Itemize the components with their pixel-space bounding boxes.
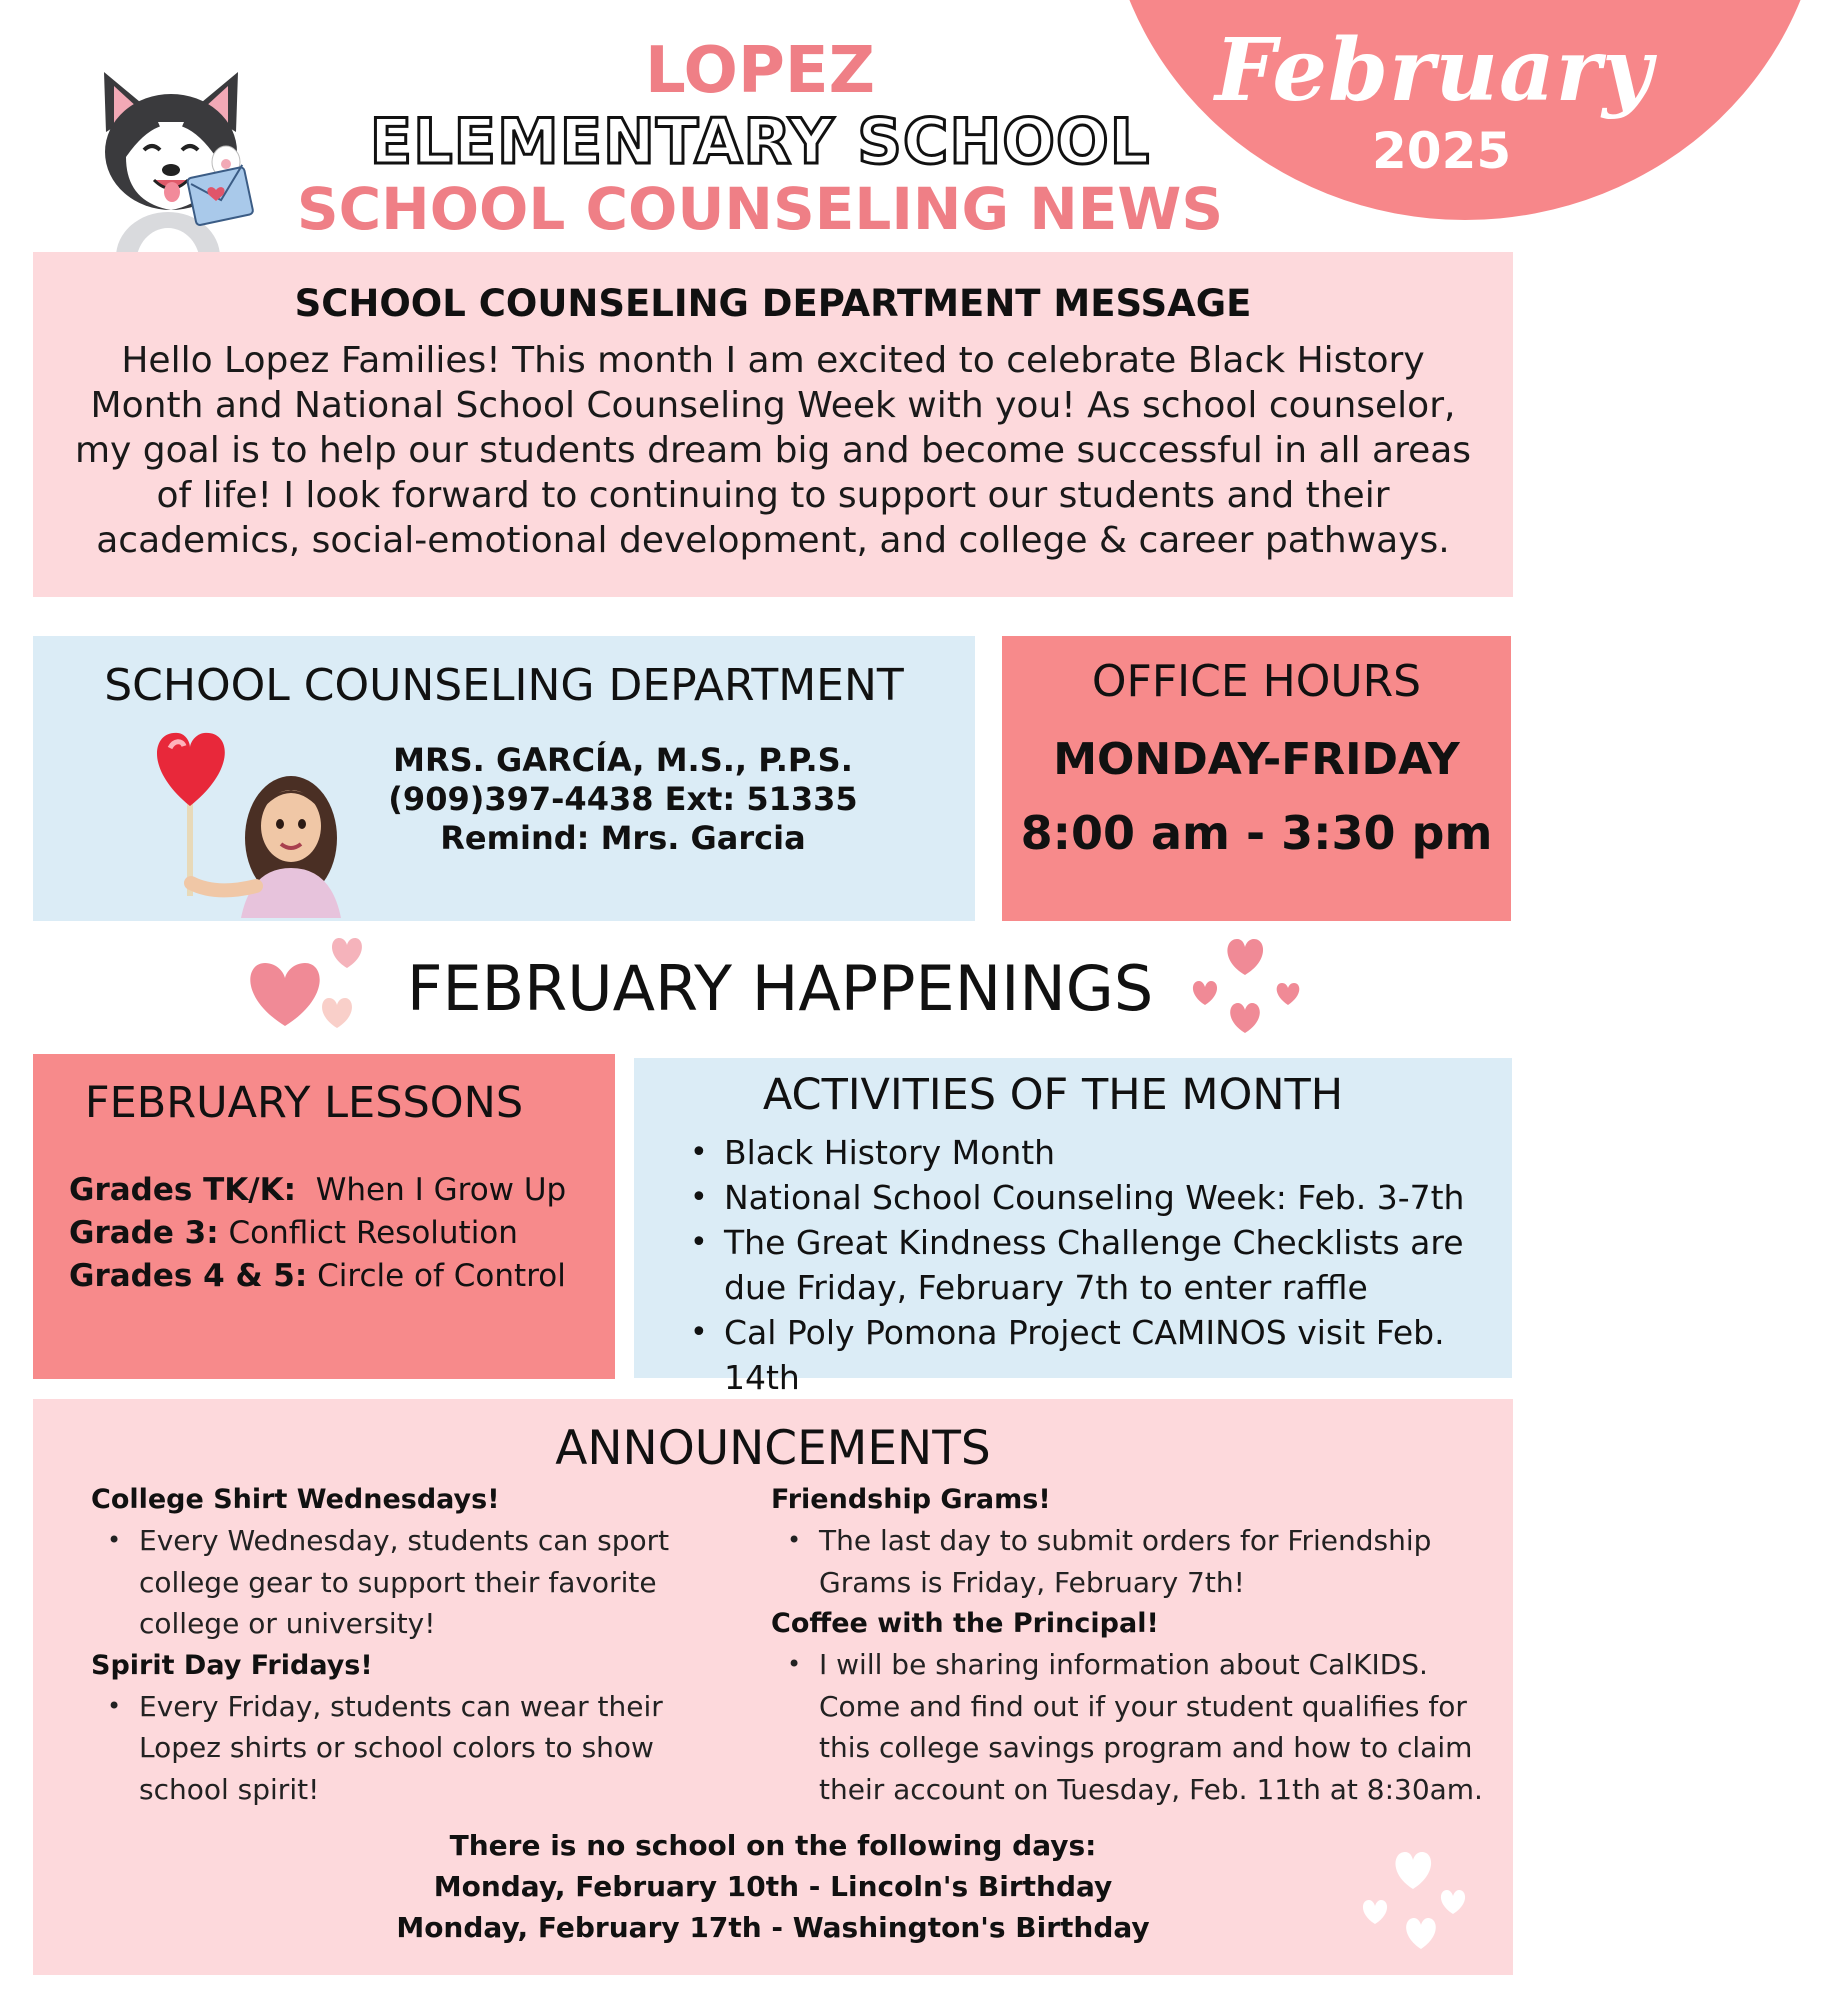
heart-cluster-icon bbox=[1353, 1844, 1483, 1954]
lessons-heading: FEBRUARY LESSONS bbox=[84, 1078, 524, 1128]
happenings-title: FEBRUARY HAPPENINGS bbox=[406, 952, 1154, 1025]
heart-cluster-icon bbox=[1183, 935, 1313, 1035]
counselor-contact bbox=[353, 741, 893, 858]
list-item: • Black History Month bbox=[690, 1130, 1490, 1175]
announcements-right-column bbox=[771, 1479, 1491, 1810]
announcement-title: Coffee with the Principal! bbox=[771, 1608, 1159, 1639]
lesson-grade: Grade 3: bbox=[69, 1215, 219, 1251]
message-heading: SCHOOL COUNSELING DEPARTMENT MESSAGE bbox=[294, 282, 1252, 325]
activities-panel bbox=[634, 1058, 1512, 1397]
lesson-item bbox=[69, 1215, 518, 1251]
lesson-grade: Grades TK/K: bbox=[69, 1172, 297, 1208]
announcement-item: • The last day to submit orders for Friendship Grams is Friday, February 7th! bbox=[771, 1520, 1491, 1603]
list-item: • Cal Poly Pomona Project CAMINOS visit Feb. 14th bbox=[690, 1310, 1490, 1400]
badge-year: 2025 bbox=[1372, 122, 1512, 180]
counselor-remind: Remind: Mrs. Garcia bbox=[440, 819, 806, 857]
heart-cluster-icon bbox=[245, 928, 375, 1033]
lesson-topic: Conflict Resolution bbox=[218, 1215, 518, 1251]
office-hours-panel bbox=[1002, 636, 1511, 921]
office-hours-days: MONDAY-FRIDAY bbox=[1053, 734, 1460, 785]
no-school-line: Monday, February 17th - Washington's Birthday bbox=[396, 1911, 1150, 1944]
announcements-left-column bbox=[91, 1479, 691, 1810]
announcement-item: • I will be sharing information about CalKIDS. Come and find out if your student qualifies for this college savings program and how to claim their account on Tuesday, Feb. 11th at 8:30am. bbox=[771, 1644, 1491, 1810]
counselor-phone: (909)397-4438 Ext: 51335 bbox=[388, 780, 858, 818]
announcement-title: College Shirt Wednesdays! bbox=[91, 1484, 500, 1515]
activities-list bbox=[690, 1130, 1490, 1400]
badge-month: February bbox=[1215, 20, 1654, 121]
lesson-item bbox=[69, 1172, 566, 1208]
message-panel bbox=[33, 252, 1513, 597]
lesson-grade: Grades 4 & 5: bbox=[69, 1258, 308, 1294]
office-hours-heading: OFFICE HOURS bbox=[1091, 656, 1422, 707]
no-school-notice bbox=[33, 1825, 1513, 1948]
lesson-topic: Circle of Control bbox=[307, 1258, 566, 1294]
office-hours-time: 8:00 am - 3:30 pm bbox=[1020, 806, 1493, 860]
department-heading: SCHOOL COUNSELING DEPARTMENT bbox=[104, 660, 904, 711]
counselor-avatar-icon bbox=[181, 768, 356, 918]
lesson-topic: When I Grow Up bbox=[296, 1172, 567, 1208]
no-school-line: There is no school on the following days: bbox=[449, 1829, 1097, 1862]
activities-heading: ACTIVITIES OF THE MONTH bbox=[762, 1070, 1344, 1120]
announcement-title: Spirit Day Fridays! bbox=[91, 1649, 373, 1681]
department-panel bbox=[33, 636, 975, 921]
newsletter-title: SCHOOL COUNSELING NEWS bbox=[296, 175, 1224, 243]
announcement-title: Friendship Grams! bbox=[771, 1484, 1051, 1515]
school-name-line: LOPEZ bbox=[645, 34, 875, 108]
list-item: • The Great Kindness Challenge Checklists are due Friday, February 7th to enter raffle bbox=[690, 1220, 1490, 1310]
counselor-name: MRS. GARCÍA, M.S., P.P.S. bbox=[393, 741, 853, 779]
lesson-item bbox=[69, 1258, 566, 1294]
announcements-panel bbox=[33, 1399, 1513, 1975]
list-item: • National School Counseling Week: Feb. 3-7th bbox=[690, 1175, 1490, 1220]
announcement-item: • Every Wednesday, students can sport college gear to support their favorite college or university! bbox=[91, 1520, 691, 1645]
school-type-line: ELEMENTARY SCHOOL bbox=[369, 105, 1151, 178]
message-body: Hello Lopez Families! This month I am excited to celebrate Black History Month and National School Counseling Week with you! As school counselor, my goal is to help our students dream big and become successful in all areas of life! I look forward to continuing to support our students and their academics, social-emotional development, and college & career pathways. bbox=[74, 340, 1472, 561]
announcement-item: • Every Friday, students can wear their Lopez shirts or school colors to show school spirit! bbox=[91, 1686, 691, 1811]
announcements-heading: ANNOUNCEMENTS bbox=[555, 1421, 991, 1476]
no-school-line: Monday, February 10th - Lincoln's Birthday bbox=[433, 1870, 1113, 1903]
lessons-panel bbox=[33, 1054, 615, 1379]
